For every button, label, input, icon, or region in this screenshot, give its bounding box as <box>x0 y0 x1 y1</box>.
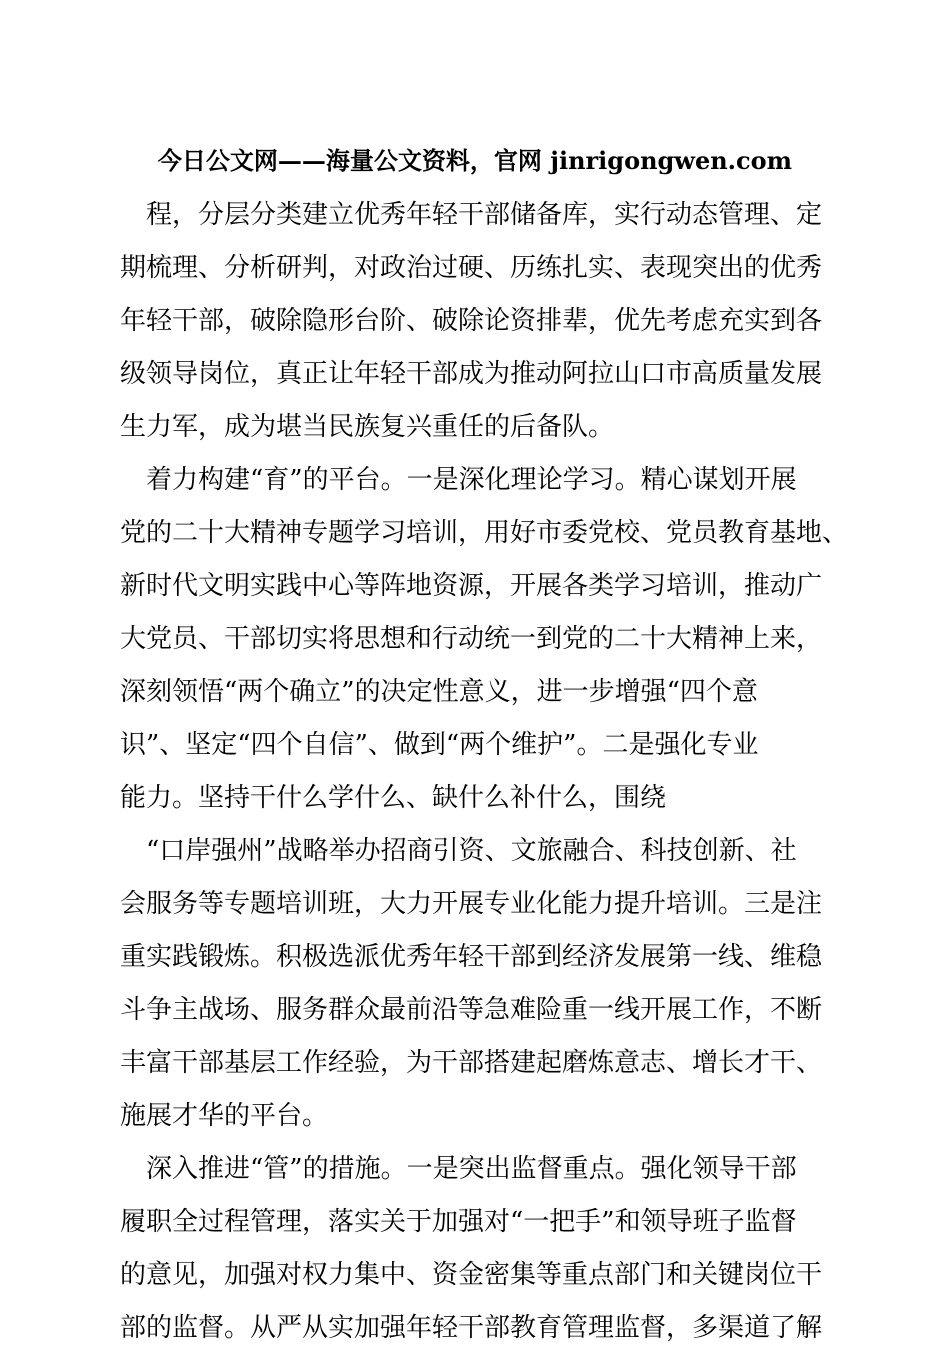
text-line: 能力。坚持干什么学什么、缺什么补什么，围绕 <box>120 783 667 813</box>
text-line: 的意见，加强对权力集中、资金密集等重点部门和关键岗位干 <box>120 1260 823 1290</box>
text-line: 年轻干部，破除隐形台阶、破除论资排辈，优先考虑充实到各 <box>120 306 823 336</box>
text-line: 大党员、干部切实将思想和行动统一到党的二十大精神上来， <box>120 624 823 654</box>
text-line: 履职全过程管理，落实关于加强对“一把手”和领导班子监督 <box>120 1207 797 1237</box>
text-line: 党的二十大精神专题学习培训，用好市委党校、党员教育基地、 <box>120 518 849 548</box>
text-line: 会服务等专题培训班，大力开展专业化能力提升培训。三是注 <box>120 889 823 919</box>
text-line: 着力构建“育”的平台。一是深化理论学习。精心谋划开展 <box>120 465 797 495</box>
text-line: 识”、坚定“四个自信”、做到“两个维护”。二是强化专业 <box>120 730 759 760</box>
text-line: 深入推进“管”的措施。一是突出监督重点。强化领导干部 <box>120 1154 797 1184</box>
text-line: 期梳理、分析研判，对政治过硬、历练扎实、表现突出的优秀 <box>120 253 823 283</box>
text-line: 施展才华的平台。 <box>120 1101 329 1131</box>
body-text <box>120 189 849 1355</box>
text-line: 级领导岗位，真正让年轻干部成为推动阿拉山口市高质量发展 <box>120 359 823 389</box>
text-line: “口岸强州”战略举办招商引资、文旅融合、科技创新、社 <box>120 836 797 866</box>
text-line: 重实践锻炼。积极选派优秀年轻干部到经济发展第一线、维稳 <box>120 942 823 972</box>
text-line: 丰富干部基层工作经验，为干部搭建起磨炼意志、增长才干、 <box>120 1048 823 1078</box>
text-line: 生力军，成为堪当民族复兴重任的后备队。 <box>120 412 615 442</box>
text-line: 深刻领悟“两个确立”的决定性意义，进一步增强“四个意 <box>120 677 758 707</box>
text-line: 斗争主战场、服务群众最前沿等急难险重一线开展工作，不断 <box>120 995 823 1025</box>
text-line: 新时代文明实践中心等阵地资源，开展各类学习培训，推动广 <box>120 571 823 601</box>
text-line: 部的监督。从严从实加强年轻干部教育管理监督，多渠道了解 <box>120 1313 823 1343</box>
text-line: 程，分层分类建立优秀年轻干部储备库，实行动态管理、定 <box>120 200 823 230</box>
site-header: 今日公文网——海量公文资料，官网 jinrigongwen.com <box>157 146 793 175</box>
